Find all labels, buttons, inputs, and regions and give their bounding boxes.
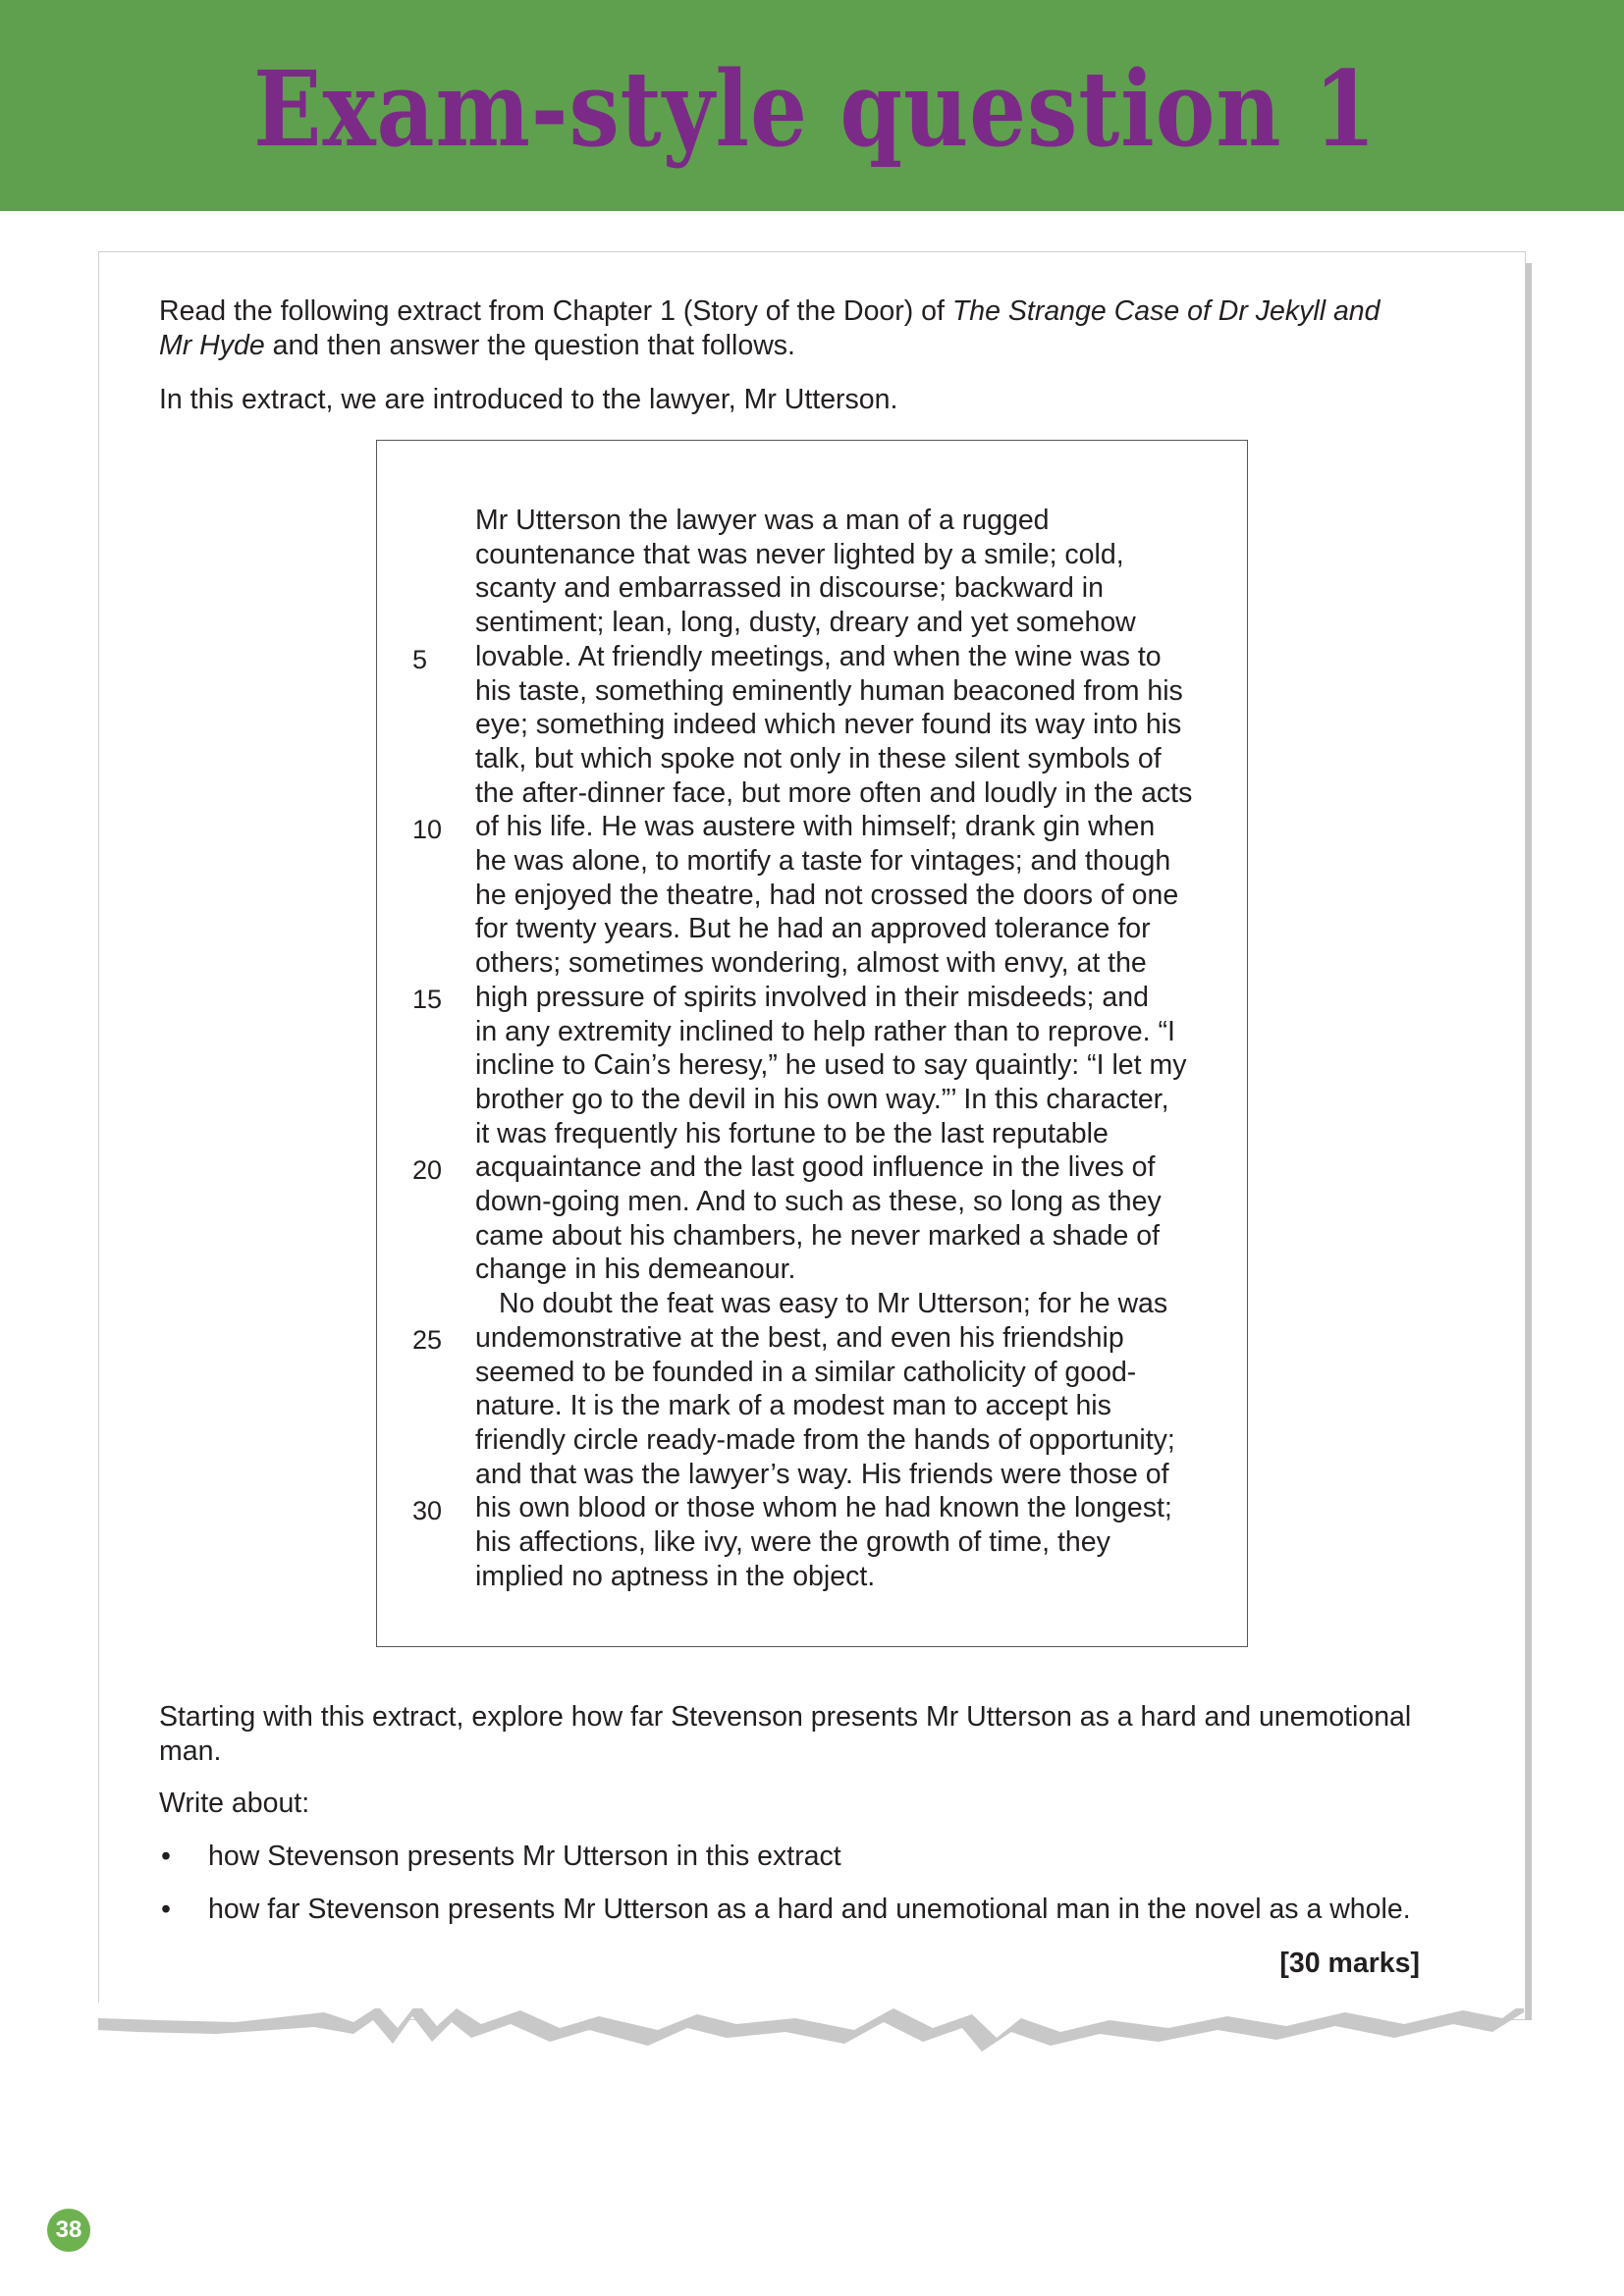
extract-line: talk, but which spoke not only in these silent symbols of (475, 742, 1162, 774)
intro-text: Read the following extract from Chapter 1 (Story of the Door) of The Strange Case of Dr Jekyll and Mr Hyde and then answer the question that follows. (159, 295, 1380, 361)
extract-line: his own blood or those whom he had known the longest; (475, 1492, 1172, 1524)
extract-line: acquaintance and the last good influence in the lives of (475, 1151, 1156, 1184)
extract-line: seemed to be founded in a similar catholicity of good- (475, 1356, 1137, 1388)
line-number: 20 (412, 1155, 443, 1185)
extract-line: undemonstrative at the best, and even his friendship (475, 1321, 1124, 1354)
bullet-item: • how Stevenson presents Mr Utterson in this extract (161, 1841, 841, 1872)
extract-line: sentiment; lean, long, dusty, dreary and yet somehow (475, 607, 1136, 639)
line-number: 30 (412, 1496, 443, 1525)
torn-paper-edge (98, 1973, 1551, 2091)
extract-line: eye; something indeed which never found its way into his (475, 709, 1182, 741)
extract-line: he enjoyed the theatre, had not crossed the doors of one (475, 879, 1179, 911)
extract-line: came about his chambers, he never marked a shade of (475, 1219, 1161, 1252)
page-title: Exam-style question 1 (253, 47, 1378, 170)
extract-line: the after-dinner face, but more often and loudly in the acts (475, 776, 1193, 809)
extract-line: Mr Utterson the lawyer was a man of a rugged (475, 505, 1050, 536)
line-number: 5 (412, 645, 428, 674)
extract-text (475, 504, 1241, 1594)
extract-line: change in his demeanour. (475, 1254, 796, 1286)
page-number-badge: 38 (47, 2209, 90, 2252)
marks-label: [30 marks] (1279, 1948, 1420, 1979)
extract-line: and that was the lawyer’s way. His friends were those of (475, 1458, 1169, 1490)
book-title-continued: Mr Hyde (159, 330, 265, 361)
extract-line: brother go to the devil in his own way.”’ In this character, (475, 1083, 1169, 1115)
bullet-list (159, 1840, 1411, 1946)
extract-line: he was alone, to mortify a taste for vintages; and though (475, 845, 1171, 878)
extract-line: his taste, something eminently human beaconed from his (475, 674, 1183, 707)
extract-context: In this extract, we are introduced to the lawyer, Mr Utterson. (159, 384, 898, 415)
line-number: 15 (412, 985, 443, 1014)
write-about-label: Write about: (159, 1788, 310, 1819)
extract-line: friendly circle ready-made from the hands of opportunity; (475, 1423, 1175, 1456)
extract-line: nature. It is the mark of a modest man to accept his (475, 1390, 1111, 1422)
question-prompt: Starting with this extract, explore how far Stevenson presents Mr Utterson as a hard and unemotional man. (159, 1701, 1412, 1767)
extract-line: incline to Cain’s heresy,” he used to say quaintly: “I let my (475, 1049, 1187, 1082)
extract-line: implied no aptness in the object. (475, 1560, 876, 1592)
extract-line: lovable. At friendly meetings, and when the wine was to (475, 640, 1162, 672)
extract-line: of his life. He was austere with himself; drank gin when (475, 811, 1156, 843)
extract-line: for twenty years. But he had an approved tolerance for (475, 913, 1151, 945)
extract-line: down-going men. And to such as these, so long as they (475, 1186, 1162, 1218)
extract-line: No doubt the feat was easy to Mr Utterson; for he was (499, 1288, 1168, 1320)
book-title: The Strange Case of Dr Jekyll and (951, 295, 1380, 327)
line-number: 25 (412, 1325, 443, 1355)
extract-line: in any extremity inclined to help rather than to reprove. “I (475, 1015, 1175, 1047)
extract-line: countenance that was never lighted by a smile; cold, (475, 538, 1124, 570)
bullet-icon: • (161, 1841, 171, 1872)
extract-line: it was frequently his fortune to be the last reputable (475, 1117, 1109, 1149)
extract-line: others; sometimes wondering, almost with envy, at the (475, 947, 1147, 980)
line-number: 10 (412, 815, 443, 844)
bullet-icon: • (161, 1894, 171, 1925)
extract-line: scanty and embarrassed in discourse; backward in (475, 572, 1104, 605)
bullet-item: • how far Stevenson presents Mr Utterson as a hard and unemotional man in the novel as a whole. (161, 1894, 1411, 1925)
extract-line: his affections, like ivy, were the growth of time, they (475, 1526, 1110, 1559)
extract-line: high pressure of spirits involved in their misdeeds; and (475, 981, 1149, 1013)
